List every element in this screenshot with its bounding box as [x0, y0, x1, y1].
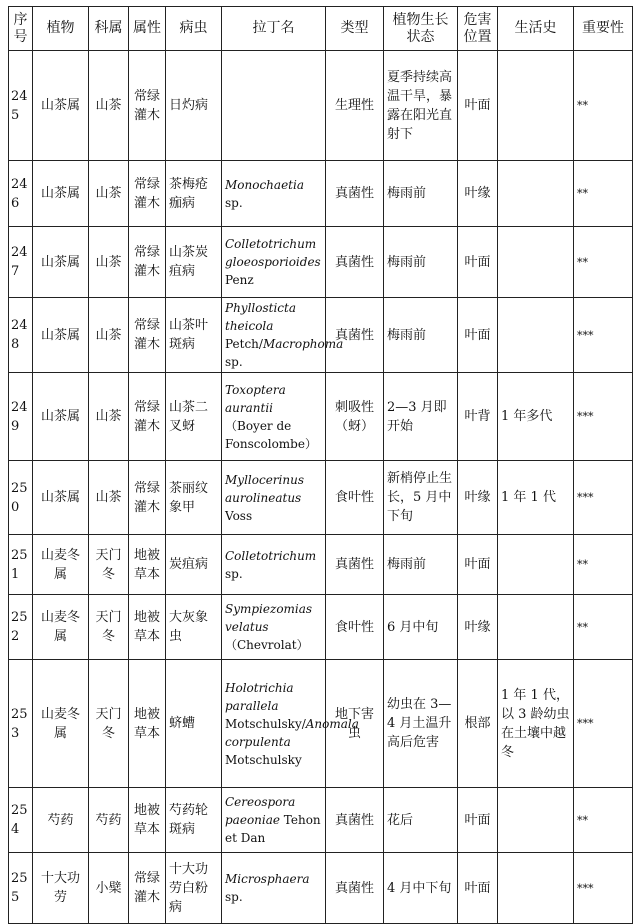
header-position: 危害位置 — [458, 7, 498, 51]
latin-plain: Tehon et Dan — [225, 813, 321, 845]
row-attr: 地被草本 — [129, 595, 166, 660]
row-life — [498, 51, 574, 161]
row-position: 叶背 — [458, 373, 498, 461]
row-importance: *** — [574, 373, 633, 461]
row-pest: 芍药轮斑病 — [166, 788, 222, 853]
pest-table — [8, 6, 633, 924]
row-plant: 山茶属 — [33, 227, 89, 298]
row-pest: 茶丽纹象甲 — [166, 461, 222, 535]
row-position: 叶缘 — [458, 595, 498, 660]
row-pest: 山茶炭疽病 — [166, 227, 222, 298]
row-type: 真菌性 — [326, 788, 384, 853]
row-state: 夏季持续高温干旱，暴露在阳光直射下 — [384, 51, 458, 161]
row-position: 叶面 — [458, 51, 498, 161]
row-latin — [222, 161, 326, 227]
row-latin — [222, 788, 326, 853]
header-id: 序号 — [9, 7, 33, 51]
latin-plain: sp. — [225, 355, 243, 369]
row-latin — [222, 461, 326, 535]
latin-plain: Penz — [225, 273, 254, 287]
row-life — [498, 298, 574, 373]
row-latin — [222, 853, 326, 924]
table-row — [9, 227, 633, 298]
row-family: 山茶 — [89, 227, 129, 298]
row-latin — [222, 595, 326, 660]
row-plant: 山茶属 — [33, 373, 89, 461]
latin-italic: Anomala corpulenta — [225, 716, 359, 749]
latin-italic: Phyllosticta theicola — [225, 301, 296, 333]
row-family: 山茶 — [89, 51, 129, 161]
table-row — [9, 595, 633, 660]
row-family: 天门冬 — [89, 660, 129, 788]
row-state: 梅雨前 — [384, 161, 458, 227]
latin-italic: Colletotrichum — [225, 548, 317, 563]
row-state: 梅雨前 — [384, 298, 458, 373]
row-plant: 十大功劳 — [33, 853, 89, 924]
row-family: 芍药 — [89, 788, 129, 853]
row-type: 真菌性 — [326, 227, 384, 298]
row-attr: 常绿灌木 — [129, 227, 166, 298]
row-position: 根部 — [458, 660, 498, 788]
row-life — [498, 227, 574, 298]
latin-plain: Voss — [225, 508, 253, 523]
row-pest: 炭疽病 — [166, 535, 222, 595]
latin-italic: Cereospora paeoniae — [225, 795, 296, 827]
row-family: 山茶 — [89, 461, 129, 535]
header-row — [9, 7, 633, 51]
row-importance: *** — [574, 298, 633, 373]
row-importance: ** — [574, 51, 633, 161]
row-attr: 常绿灌木 — [129, 51, 166, 161]
row-state: 2—3 月即开始 — [384, 373, 458, 461]
latin-italic: Colletotrichum gloeosporioides — [225, 237, 321, 269]
row-attr: 常绿灌木 — [129, 373, 166, 461]
latin-italic: Sympiezomias velatus — [225, 602, 313, 634]
row-pest: 日灼病 — [166, 51, 222, 161]
row-state: 新梢停止生长，5 月中下旬 — [384, 461, 458, 535]
latin-plain: （Chevrolat） — [225, 638, 309, 652]
row-id: 246 — [9, 161, 33, 227]
row-family: 天门冬 — [89, 595, 129, 660]
latin-italic: Microsphaera — [225, 872, 310, 886]
row-attr: 地被草本 — [129, 788, 166, 853]
row-id: 251 — [9, 535, 33, 595]
row-pest: 山茶叶斑病 — [166, 298, 222, 373]
latin-plain: sp. — [225, 890, 243, 904]
row-attr: 常绿灌木 — [129, 161, 166, 227]
row-type: 真菌性 — [326, 853, 384, 924]
header-state: 植物生长状态 — [384, 7, 458, 51]
row-state: 梅雨前 — [384, 535, 458, 595]
row-family: 小檗 — [89, 853, 129, 924]
row-id: 250 — [9, 461, 33, 535]
row-family: 天门冬 — [89, 535, 129, 595]
row-position: 叶缘 — [458, 461, 498, 535]
row-pest: 十大功劳白粉病 — [166, 853, 222, 924]
table-row — [9, 535, 633, 595]
row-life: 1 年多代 — [498, 373, 574, 461]
latin-plain: Motschulsky — [225, 752, 302, 767]
row-plant: 山茶属 — [33, 461, 89, 535]
row-id: 247 — [9, 227, 33, 298]
row-importance: *** — [574, 660, 633, 788]
row-plant: 山茶属 — [33, 51, 89, 161]
row-life — [498, 535, 574, 595]
table-row — [9, 298, 633, 373]
row-id: 255 — [9, 853, 33, 924]
row-attr: 地被草本 — [129, 660, 166, 788]
row-importance: ** — [574, 595, 633, 660]
row-life — [498, 853, 574, 924]
row-state: 幼虫在 3—4 月土温升高后危害 — [384, 660, 458, 788]
latin-italic: Holotrichia parallela — [225, 680, 294, 713]
row-state: 花后 — [384, 788, 458, 853]
row-importance: ** — [574, 227, 633, 298]
header-plant: 植物 — [33, 7, 89, 51]
row-type: 生理性 — [326, 51, 384, 161]
row-importance: ** — [574, 788, 633, 853]
row-state: 梅雨前 — [384, 227, 458, 298]
row-life: 1 年 1 代，以 3 龄幼虫在土壤中越冬 — [498, 660, 574, 788]
table-row — [9, 660, 633, 788]
row-id: 249 — [9, 373, 33, 461]
row-type: 真菌性 — [326, 535, 384, 595]
header-attr: 属性 — [129, 7, 166, 51]
header-life: 生活史 — [498, 7, 574, 51]
row-importance: *** — [574, 853, 633, 924]
table-row — [9, 373, 633, 461]
row-position: 叶面 — [458, 298, 498, 373]
row-state: 6 月中旬 — [384, 595, 458, 660]
table-row — [9, 461, 633, 535]
row-pest: 山茶二叉蚜 — [166, 373, 222, 461]
table-row — [9, 853, 633, 924]
row-pest: 大灰象虫 — [166, 595, 222, 660]
row-id: 254 — [9, 788, 33, 853]
row-attr: 常绿灌木 — [129, 298, 166, 373]
header-type: 类型 — [326, 7, 384, 51]
latin-plain: Petch/ — [225, 337, 263, 351]
latin-italic: Macrophoma — [262, 337, 344, 351]
latin-plain: sp. — [225, 566, 243, 581]
header-latin: 拉丁名 — [222, 7, 326, 51]
row-family: 山茶 — [89, 161, 129, 227]
row-id: 252 — [9, 595, 33, 660]
row-latin — [222, 298, 344, 373]
table-row — [9, 788, 633, 853]
row-id: 253 — [9, 660, 33, 788]
latin-italic: Toxoptera aurantii — [225, 382, 286, 415]
row-plant: 山麦冬属 — [33, 660, 89, 788]
table-row — [9, 161, 633, 227]
row-position: 叶面 — [458, 535, 498, 595]
row-attr: 常绿灌木 — [129, 461, 166, 535]
row-importance: *** — [574, 461, 633, 535]
header-pest: 病虫 — [166, 7, 222, 51]
row-position: 叶缘 — [458, 161, 498, 227]
row-importance: ** — [574, 161, 633, 227]
row-type: 食叶性 — [326, 595, 384, 660]
row-pest: 茶梅疮痂病 — [166, 161, 222, 227]
row-life — [498, 161, 574, 227]
latin-plain: Motschulsky/ — [225, 716, 306, 731]
row-pest: 蛴螬 — [166, 660, 222, 788]
row-position: 叶面 — [458, 227, 498, 298]
row-plant: 芍药 — [33, 788, 89, 853]
row-life — [498, 595, 574, 660]
row-latin — [222, 227, 326, 298]
row-attr: 常绿灌木 — [129, 853, 166, 924]
row-latin — [222, 535, 326, 595]
row-life — [498, 788, 574, 853]
header-family: 科属 — [89, 7, 129, 51]
row-position: 叶面 — [458, 853, 498, 924]
row-state: 4 月中下旬 — [384, 853, 458, 924]
row-plant: 山麦冬属 — [33, 535, 89, 595]
latin-plain: （Boyer de Fonscolombe） — [225, 418, 317, 451]
latin-italic: Myllocerinus aurolineatus — [225, 472, 304, 505]
row-plant: 山茶属 — [33, 161, 89, 227]
header-importance: 重要性 — [574, 7, 633, 51]
row-id: 245 — [9, 51, 33, 161]
table-row — [9, 51, 633, 161]
row-latin — [222, 51, 326, 161]
row-attr: 地被草本 — [129, 535, 166, 595]
row-position: 叶面 — [458, 788, 498, 853]
row-life: 1 年 1 代 — [498, 461, 574, 535]
row-id: 248 — [9, 298, 33, 373]
latin-italic: Monochaetia — [225, 177, 304, 192]
row-type: 真菌性 — [326, 298, 384, 373]
row-family: 山茶 — [89, 298, 129, 373]
row-type: 食叶性 — [326, 461, 384, 535]
row-plant: 山麦冬属 — [33, 595, 89, 660]
row-type: 刺吸性（蚜） — [326, 373, 384, 461]
latin-plain: sp. — [225, 195, 243, 210]
row-type: 真菌性 — [326, 161, 384, 227]
row-plant: 山茶属 — [33, 298, 89, 373]
row-latin — [222, 373, 326, 461]
row-type: 地下害虫 — [326, 660, 384, 788]
row-importance: ** — [574, 535, 633, 595]
row-family: 山茶 — [89, 373, 129, 461]
